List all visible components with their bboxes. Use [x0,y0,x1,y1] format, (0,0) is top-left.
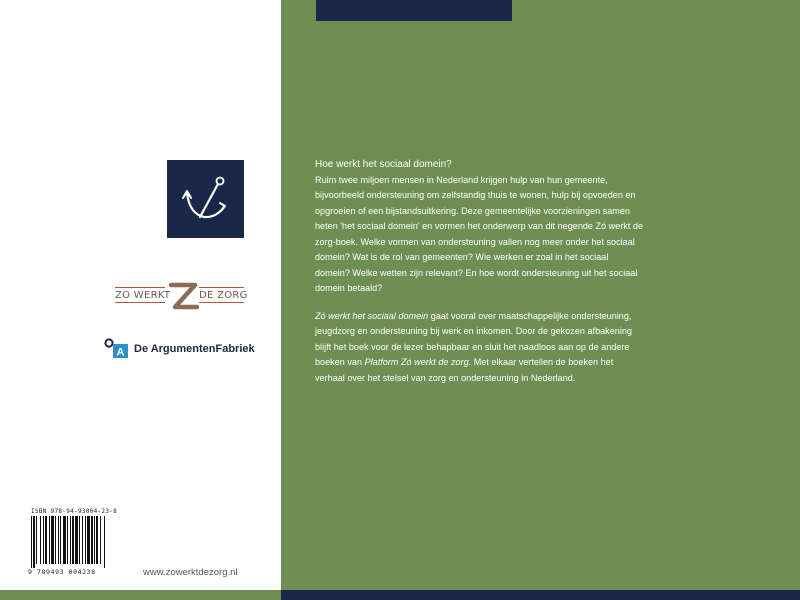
logo-text-left: ZO WERKT [115,290,171,301]
book-title: Zó werkt het sociaal domein [315,310,429,321]
logo-text-right: DE ZORG [199,290,248,301]
paragraph-text: . Met elkaar vertellen de boeken het verhaal over het stelsel van zorg en ondersteuning in Nederland. [315,357,614,383]
bottom-green-bar [0,590,281,600]
platform-name: Platform Zó werkt de zorg [364,357,469,367]
blurb-text [315,157,645,386]
logo-line [199,302,244,303]
svg-text:A: A [116,346,125,359]
publisher-name: De ArgumentenFabriek [134,343,255,355]
paragraph-text: gaat vooral over maatschappelijke ondersteuning, jeugdzorg en ondersteuning bij werk en inkomen. Door de gekozen afbakening blijft het boek voor de lezer behapbaar en sluit het naadloos aan op de andere boeken van [315,310,632,367]
barcode [31,516,113,568]
anchor-icon [167,160,244,238]
logo-z-mark [167,280,199,314]
isbn-label: ISBN 978-94-93004-23-8 [31,508,118,515]
website-url: www.zowerktdezorg.nl [143,567,238,578]
barcode-digits: 9 789493 004238 [28,568,96,576]
blurb-paragraph: Ruim twee miljoen mensen in Nederland krijgen hulp van hun gemeente, bijvoorbeeld ondersteuning om zelfstandig thuis te wonen, hulp bij opvoeden en opgroeien of een bijstandsuitkering. Deze gemeentelijke voorzieningen samen heten 'het sociaal domein' en vormen het onderwerp van dit negende Zó werkt de zorg-boek. Welke vormen van ondersteuning vallen nog meer onder het sociaal domein? Wat is de rol van gemeenten? Wie werken er zoal in het sociaal domein? Welke wetten zijn relevant? En hoe wordt ondersteuning uit het sociaal domein betaald? [315,174,644,293]
logo-line [199,287,244,288]
argumentenfabriek-logo-icon [104,338,132,360]
top-navy-bar [316,0,512,21]
logo-line [115,287,165,288]
zo-werkt-de-zorg-logo [113,280,246,314]
blurb-heading: Hoe werkt het sociaal domein? [315,159,452,170]
bottom-navy-bar [281,590,800,600]
argumentenfabriek-logo [104,338,255,360]
logo-line [115,302,165,303]
blurb-paragraph [315,309,645,387]
